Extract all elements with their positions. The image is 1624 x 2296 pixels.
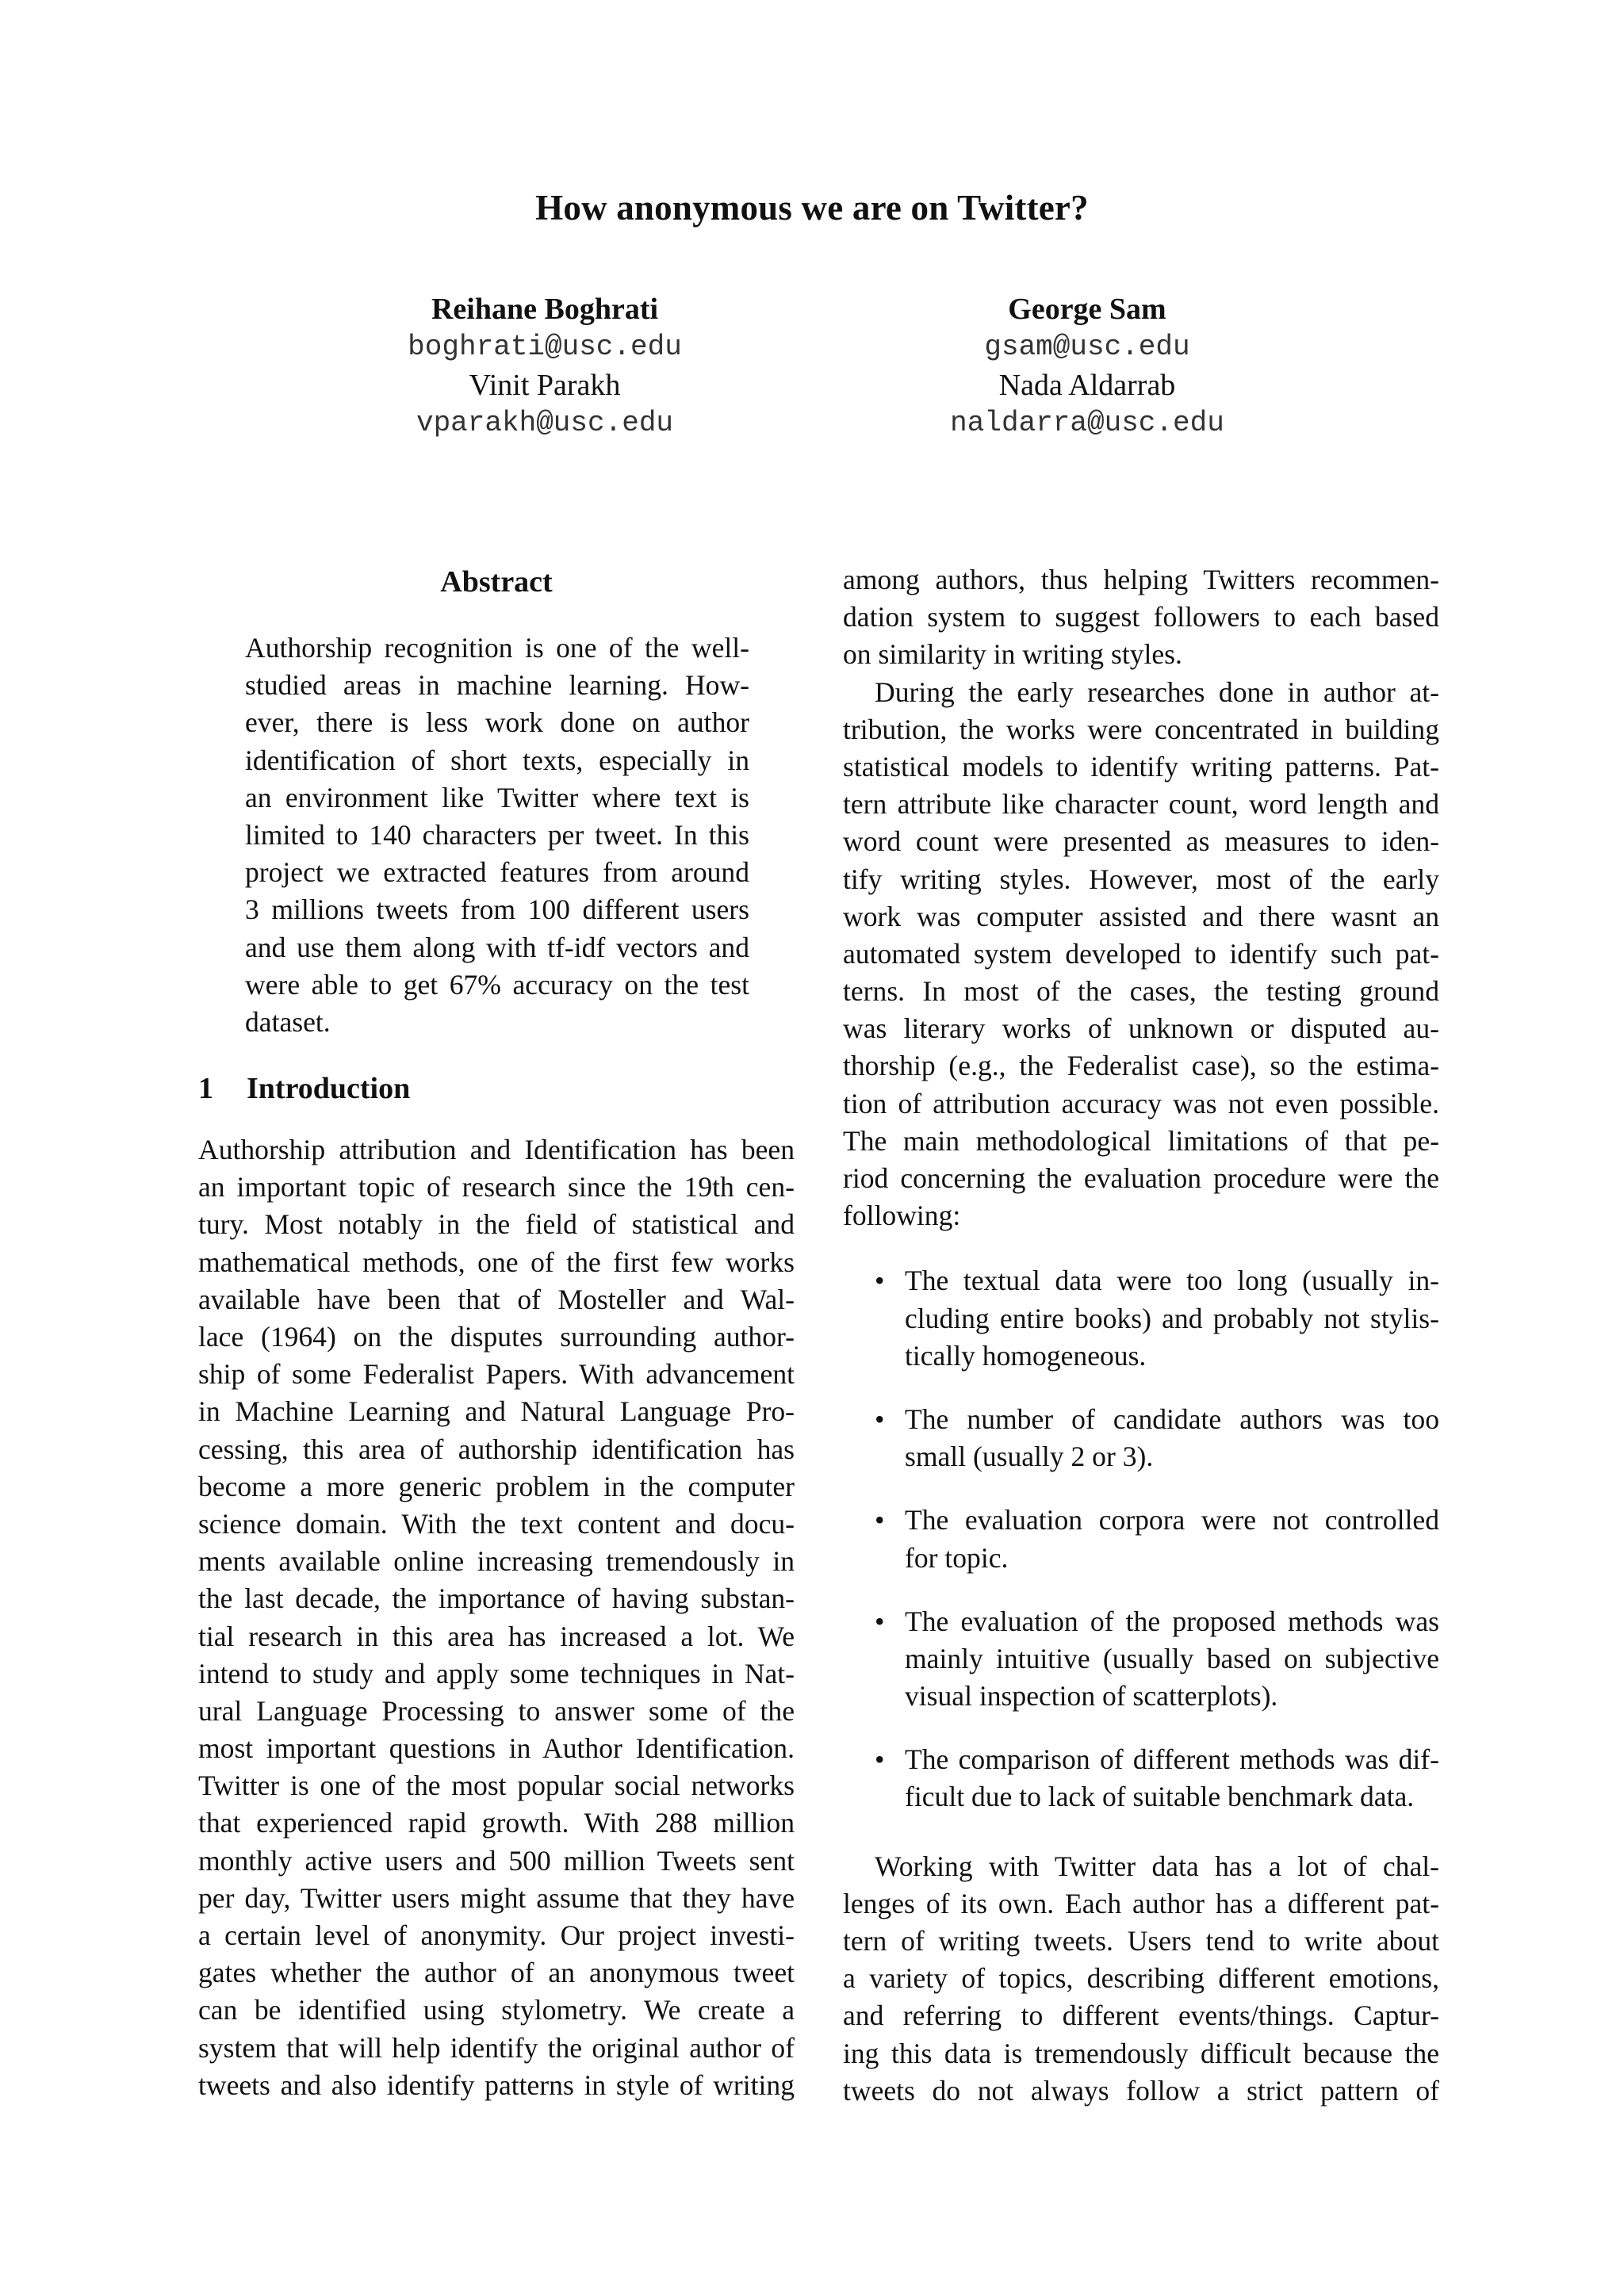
body-line: tribution, the works were concentrated in building [843,713,1439,745]
section-title: Introduction [247,1072,411,1106]
list-item [843,1262,1439,1375]
body-line: statistical models to identify writing patterns. Pat- [843,750,1439,783]
body-line: Working with Twitter data has a lot of chal- [875,1850,1439,1882]
body-line: The main methodological limitations of that pe- [843,1124,1439,1157]
body-line: During the early researches done in author at- [875,675,1439,708]
author-email: boghrati@usc.edu [408,331,682,363]
body-line: work was computer assisted and there wasnt an [843,900,1439,932]
body-line: on similarity in writing styles. [843,638,1182,671]
body-line: intend to study and apply some techniques in Nat- [198,1657,795,1689]
body-line: the last decade, the importance of having substan- [198,1582,795,1615]
author-name: George Sam [1008,293,1166,326]
list-item [843,1401,1439,1475]
author-block-left [267,290,822,442]
body-line: riod concerning the evaluation procedure were the [843,1162,1439,1194]
body-line: lace (1964) on the disputes surrounding author- [198,1321,795,1353]
abstract-line: an environment like Twitter where text is [245,781,749,813]
body-line: dation system to suggest followers to each based [843,601,1439,633]
bullet-icon: • [875,1402,885,1435]
author-email: naldarra@usc.edu [950,407,1224,439]
list-item-line: visual inspection of scatterplots). [905,1680,1278,1712]
body-line: monthly active users and 500 million Tweets sent [198,1844,795,1877]
list-item [843,1741,1439,1816]
author-block-right [810,290,1365,442]
body-line: ments available online increasing tremendously in [198,1545,795,1578]
continuation-paragraph [843,561,1439,674]
body-line: a certain level of anonymity. Our project investi- [198,1919,795,1951]
body-line: mathematical methods, one of the first few works [198,1246,795,1278]
abstract-line: were able to get 67% accuracy on the test [245,968,749,1001]
body-line: science domain. With the text content and docu- [198,1507,795,1540]
body-line: tern attribute like character count, word length and [843,788,1439,821]
body-line: and referring to different events/things. Captur- [843,1999,1439,2032]
body-line: that experienced rapid growth. With 288 million [198,1807,795,1839]
introduction-paragraph [198,1131,795,2104]
list-item [843,1603,1439,1716]
body-line: terns. In most of the cases, the testing ground [843,975,1439,1008]
body-line: tweets do not always follow a strict pattern of [843,2074,1439,2107]
author-name: Vinit Parakh [469,369,621,402]
author-name: Reihane Boghrati [431,293,659,326]
body-line: cessing, this area of authorship identification has [198,1433,795,1465]
section-number: 1 [198,1072,213,1106]
author-name: Nada Aldarrab [998,369,1176,402]
body-line: ing this data is tremendously difficult because the [843,2037,1439,2069]
section-heading-introduction [198,1070,795,1108]
list-item-line: small (usually 2 or 3). [905,1441,1154,1473]
body-line: ural Language Processing to answer some of the [198,1694,795,1727]
body-line: tweets and also identify patterns in style of writing [198,2068,795,2101]
list-item-line: mainly intuitive (usually based on subjective [905,1642,1439,1674]
body-line: an important topic of research since the 19th cen- [198,1171,795,1203]
paragraph-early-research [843,674,1439,1235]
body-line: can be identified using stylometry. We create a [198,1994,795,2026]
list-item-line: The evaluation corpora were not controlled [905,1504,1439,1536]
body-line: automated system developed to identify such pat- [843,937,1439,970]
right-column [843,561,1439,2110]
list-item-line: The evaluation of the proposed methods was [905,1605,1439,1637]
abstract-line: project we extracted features from around [245,856,749,889]
body-line: a variety of topics, describing different emotions, [843,1962,1439,1995]
body-line: word count were presented as measures to iden- [843,825,1439,858]
list-item-line: cluding entire books) and probably not stylis- [905,1302,1439,1334]
bullet-icon: • [875,1265,885,1297]
limitations-list [843,1262,1439,1816]
body-line: become a more generic problem in the computer [198,1470,795,1502]
bullet-icon: • [875,1743,885,1776]
body-line: tify writing styles. However, most of the early [843,863,1439,895]
list-item-line: The textual data were too long (usually in- [905,1265,1439,1297]
abstract-line: Authorship recognition is one of the well- [245,632,749,664]
abstract-line: 3 millions tweets from 100 different users [245,894,749,926]
list-item-line: for topic. [905,1541,1009,1574]
body-line: tern of writing tweets. Users tend to write about [843,1925,1439,1957]
abstract-line: studied areas in machine learning. How- [245,669,749,702]
body-line: tury. Most notably in the field of statistical and [198,1208,795,1241]
author-email: gsam@usc.edu [984,331,1190,363]
body-line: available have been that of Mosteller and Wal- [198,1283,795,1315]
abstract-heading: Abstract [440,565,553,599]
body-line: Twitter is one of the most popular social networks [198,1770,795,1802]
list-item-line: The comparison of different methods was dif- [905,1743,1439,1776]
body-line: was literary works of unknown or disputed au- [843,1012,1439,1045]
abstract-line: limited to 140 characters per tweet. In this [245,818,749,851]
body-line: in Machine Learning and Natural Language Pro- [198,1395,795,1428]
bullet-icon: • [875,1504,885,1536]
paragraph-twitter-challenges [843,1848,1439,2110]
list-item-line: The number of candidate authors was too [905,1402,1439,1435]
list-item [843,1502,1439,1576]
body-line: lenges of its own. Each author has a different pat- [843,1887,1439,1919]
abstract-line: identification of short texts, especially in [245,744,749,776]
body-line: tial research in this area has increased a lot. We [198,1620,795,1652]
abstract-line: and use them along with tf-idf vectors and [245,931,749,963]
body-line: thorship (e.g., the Federalist case), so the estima- [843,1050,1439,1082]
body-line: ship of some Federalist Papers. With advancement [198,1358,795,1391]
body-line: system that will help identify the original author of [198,2031,795,2064]
body-line: gates whether the author of an anonymous tweet [198,1957,795,1989]
paper-title: How anonymous we are on Twitter? [535,188,1089,228]
author-email: vparakh@usc.edu [416,407,674,439]
body-line: following: [843,1200,961,1232]
bullet-icon: • [875,1605,885,1637]
body-line: among authors, thus helping Twitters recommen- [843,564,1439,595]
body-line: tion of attribution accuracy was not even possible. [843,1087,1439,1119]
body-line: per day, Twitter users might assume that they have [198,1881,795,1914]
list-item-line: tically homogeneous. [905,1339,1147,1372]
abstract-line: ever, there is less work done on author [245,706,749,739]
abstract-line: dataset. [245,1005,331,1038]
body-line: Authorship attribution and Identification has been [198,1134,795,1166]
left-column [198,563,795,2104]
body-line: most important questions in Author Identification. [198,1732,795,1765]
abstract-body [245,629,749,1041]
list-item-line: ficult due to lack of suitable benchmark data. [905,1781,1415,1813]
